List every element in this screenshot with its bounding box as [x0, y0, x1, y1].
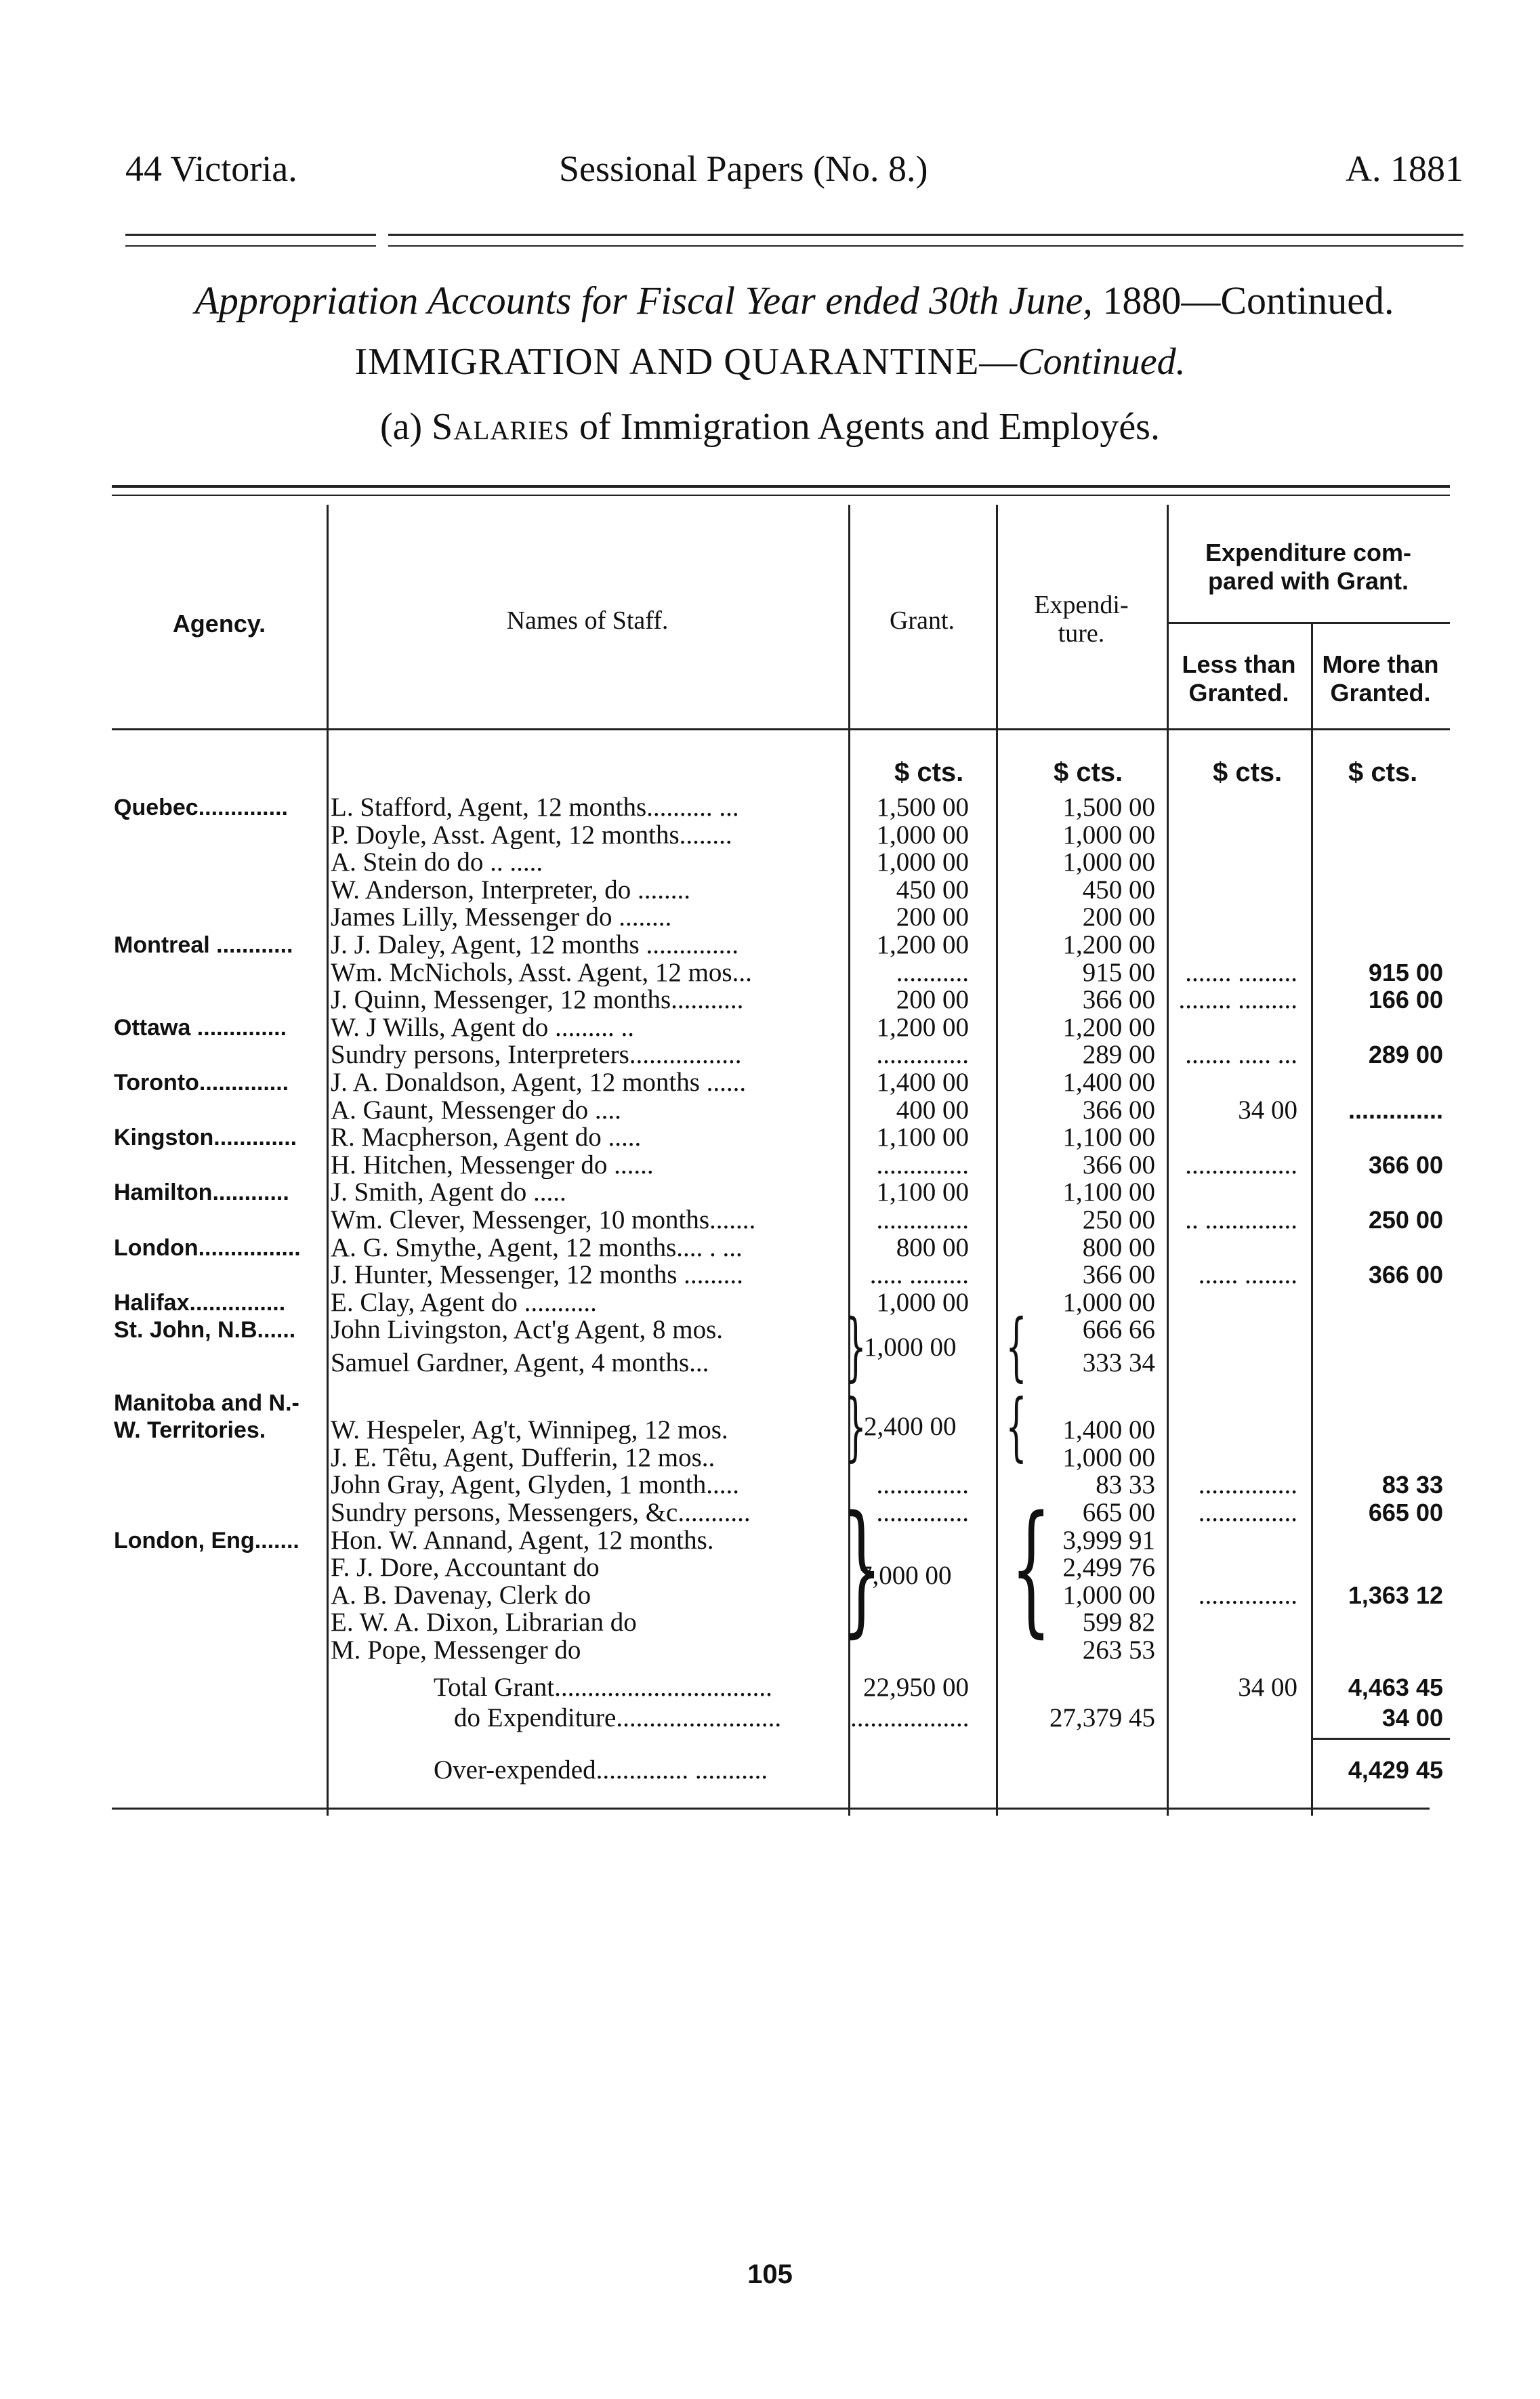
grant-header: Grant. — [889, 606, 955, 635]
cell-staff: W. J Wills, Agent do ......... .. — [331, 1014, 635, 1041]
cell-staff: J. Hunter, Messenger, 12 months ......... — [331, 1261, 743, 1289]
cell-staff: James Lilly, Messenger do ........ — [331, 904, 672, 932]
table-top-rule — [112, 485, 1450, 496]
cell-staff: Wm. McNichols, Asst. Agent, 12 mos... — [331, 959, 752, 986]
subsection-salaries: Salaries — [432, 406, 570, 448]
table-row — [0, 1124, 1540, 1151]
cell-more: 1,363 12 — [1348, 1581, 1443, 1609]
table-bottom-rule — [112, 1808, 1430, 1810]
cell-exp: 1,000 00 — [1062, 820, 1155, 850]
cell-agency: Toronto.............. — [114, 1070, 289, 1096]
cell-exp: 1,500 00 — [1062, 793, 1155, 822]
expenditure-header-l2: ture. — [1058, 619, 1105, 648]
cell-grant: ........... — [896, 957, 969, 987]
cell-staff: Samuel Gardner, Agent, 4 months... — [331, 1350, 709, 1377]
total-expenditure-label: do Expenditure......................... — [454, 1703, 782, 1732]
cell-exp: 599 82 — [1082, 1608, 1155, 1637]
total-expenditure-grant-col: .................. — [850, 1704, 970, 1732]
cell-grant: 450 00 — [896, 875, 969, 904]
cell-staff: M. Pope, Messenger do — [331, 1637, 581, 1664]
cell-less: 34 00 — [1238, 1095, 1297, 1125]
cell-staff: Wm. Clever, Messenger, 10 months....... — [331, 1207, 756, 1234]
total-less-value: 34 00 — [1238, 1673, 1297, 1702]
cell-exp: 1,000 00 — [1062, 1442, 1155, 1472]
cell-grant: .............. — [876, 1498, 969, 1527]
total-more-less: 34 00 — [1381, 1704, 1443, 1732]
cell-grant: .............. — [876, 1205, 969, 1234]
cell-exp: 450 00 — [1082, 875, 1155, 904]
less-than-l2: Granted. — [1188, 679, 1289, 707]
section-name: IMMIGRATION AND QUARANTINE— — [354, 341, 1018, 383]
expenditure-header-l1: Expendi- — [1034, 591, 1129, 619]
title-continued: 1880—Continued. — [1092, 278, 1394, 322]
more-than-l1: More than — [1322, 650, 1439, 678]
cell-exp: 366 00 — [1082, 1095, 1155, 1125]
table-row — [0, 904, 1540, 931]
cell-exp: 800 00 — [1082, 1232, 1155, 1262]
less-than-header — [1167, 650, 1311, 707]
cell-agency: Manitoba and N.- — [114, 1390, 299, 1416]
cell-staff: H. Hitchen, Messenger do ...... — [331, 1151, 654, 1179]
more-than-header — [1311, 650, 1450, 707]
over-expended-rule — [1311, 1738, 1450, 1740]
cell-exp: 1,400 00 — [1062, 1068, 1155, 1097]
cell-grant: 1,100 00 — [876, 1177, 969, 1207]
over-expended-value: 4,429 45 — [1348, 1756, 1443, 1784]
cell-staff: L. Stafford, Agent, 12 months.......... ... — [331, 794, 739, 821]
cell-exp: 1,000 00 — [1062, 1287, 1155, 1317]
agency-header: Agency. — [172, 610, 266, 638]
cell-staff: E. W. A. Dixon, Librarian do — [331, 1609, 637, 1637]
cell-more: .............. — [1348, 1096, 1443, 1124]
table-row — [0, 1041, 1540, 1068]
cell-exp: 366 00 — [1082, 1150, 1155, 1180]
compared-header — [1167, 539, 1450, 596]
table-row — [0, 794, 1540, 821]
brace-right-london-eng: } — [841, 1485, 882, 1651]
cell-agency: Hamilton............ — [114, 1180, 289, 1206]
cell-staff: A. Stein do do .. ..... — [331, 849, 543, 877]
table-row — [0, 1350, 1540, 1377]
cell-agency: Quebec.............. — [114, 795, 288, 820]
cell-exp: 366 00 — [1082, 985, 1155, 1015]
cell-less: ............... — [1198, 1580, 1297, 1610]
cell-exp: 2,499 76 — [1062, 1553, 1155, 1583]
more-currency: $ cts. — [1348, 757, 1418, 787]
cell-less: .. .............. — [1185, 1205, 1297, 1234]
exp-currency: $ cts. — [1054, 757, 1123, 787]
cell-grant: 200 00 — [896, 985, 969, 1015]
table-row — [0, 1207, 1540, 1234]
cell-exp: 1,100 00 — [1062, 1177, 1155, 1207]
cell-more: 665 00 — [1368, 1499, 1443, 1526]
brace-left-st-john: { — [1005, 1303, 1027, 1390]
cell-less: ....... ......... — [1185, 957, 1297, 987]
cell-grant: 400 00 — [896, 1095, 969, 1125]
cell-grant: 1,200 00 — [876, 1012, 969, 1042]
cell-exp: 250 00 — [1082, 1205, 1155, 1234]
cell-staff: E. Clay, Agent do ........... — [331, 1289, 597, 1316]
cell-agency: Kingston............. — [114, 1125, 297, 1151]
table-row — [0, 1390, 1540, 1417]
table-row — [0, 1316, 1540, 1343]
table-row — [0, 1261, 1540, 1289]
expenditure-header — [996, 591, 1167, 648]
table-row — [0, 986, 1540, 1014]
less-than-l1: Less than — [1182, 650, 1296, 678]
cell-staff: J. J. Daley, Agent, 12 months .............. — [331, 932, 738, 959]
cell-exp: 1,000 00 — [1062, 1580, 1155, 1610]
table-row — [0, 1444, 1540, 1472]
header-double-rule — [125, 234, 1463, 247]
cell-exp: 1,000 00 — [1062, 848, 1155, 877]
cell-exp: 83 33 — [1096, 1470, 1155, 1500]
staff-header: Names of Staff. — [506, 606, 669, 635]
cell-staff: J. Quinn, Messenger, 12 months........... — [331, 986, 744, 1014]
total-expenditure-value: 27,379 45 — [1049, 1703, 1155, 1732]
less-currency: $ cts. — [1213, 757, 1283, 787]
cell-exp: 915 00 — [1082, 957, 1155, 987]
cell-staff: Sundry persons, Messengers, &c........... — [331, 1499, 751, 1526]
table-row — [0, 1179, 1540, 1206]
subsection-title — [0, 405, 1540, 448]
session-label: 44 Victoria. — [125, 148, 297, 189]
cell-agency: London................ — [114, 1234, 301, 1261]
sessional-papers-label: Sessional Papers (No. 8.) — [559, 148, 928, 189]
year-label: A. 1881 — [1346, 148, 1463, 189]
table-row — [0, 1637, 1540, 1664]
header-bottom-rule — [112, 728, 1450, 730]
table-row — [0, 1527, 1540, 1554]
cell-grant: 800 00 — [896, 1232, 969, 1262]
grant-currency: $ cts. — [894, 757, 964, 787]
cell-exp: 1,400 00 — [1062, 1415, 1155, 1445]
cell-more: 366 00 — [1368, 1150, 1443, 1179]
table-row — [0, 1582, 1540, 1609]
cell-less: ....... ..... ... — [1185, 1040, 1297, 1070]
over-expended-label: Over-expended.............. ........... — [434, 1755, 768, 1785]
total-grant-label: Total Grant................................. — [434, 1673, 772, 1702]
cell-grant: .............. — [876, 1040, 969, 1070]
table-row — [0, 1609, 1540, 1636]
cell-agency: W. Territories. — [114, 1417, 266, 1444]
cell-staff: W. Hespeler, Ag't, Winnipeg, 12 mos. — [331, 1417, 728, 1444]
compared-header-l1: Expenditure com- — [1205, 539, 1412, 566]
table-row — [0, 1472, 1540, 1499]
cell-staff: A. G. Smythe, Agent, 12 months.... . ... — [331, 1234, 743, 1261]
cell-grant: 200 00 — [896, 902, 969, 932]
more-than-l2: Granted. — [1330, 679, 1431, 707]
section-continued: Continued. — [1018, 341, 1186, 383]
cell-exp: 666 66 — [1082, 1315, 1155, 1345]
cell-staff: A. Gaunt, Messenger do .... — [331, 1096, 621, 1124]
cell-less: ...... ........ — [1198, 1260, 1297, 1290]
table-row — [0, 932, 1540, 959]
cell-exp: 3,999 91 — [1062, 1525, 1155, 1555]
cell-exp: 665 00 — [1082, 1498, 1155, 1527]
cell-more: 366 00 — [1368, 1261, 1443, 1289]
cell-exp: 333 34 — [1082, 1348, 1155, 1377]
table-row — [0, 1417, 1540, 1444]
cell-grant: 1,500 00 — [876, 793, 969, 822]
cell-grant: 1,000 00 — [876, 1287, 969, 1317]
cell-staff: J. Smith, Agent do ..... — [331, 1179, 566, 1207]
cell-staff: F. J. Dore, Accountant do — [331, 1554, 600, 1582]
cell-agency: London, Eng....... — [114, 1527, 299, 1553]
cell-staff: W. Anderson, Interpreter, do ........ — [331, 876, 690, 904]
cell-exp: 200 00 — [1082, 902, 1155, 932]
total-grant-value: 22,950 00 — [863, 1673, 969, 1702]
table-row — [0, 1069, 1540, 1096]
cell-staff: J. A. Donaldson, Agent, 12 months ...... — [331, 1069, 747, 1096]
grant-manitoba: 2,400 00 — [864, 1412, 957, 1441]
table-row — [0, 1152, 1540, 1179]
subsection-prefix: (a) — [380, 406, 432, 448]
brace-left-manitoba: { — [1005, 1383, 1027, 1469]
cell-exp: 366 00 — [1082, 1260, 1155, 1290]
cell-more: 289 00 — [1368, 1041, 1443, 1069]
grant-st-john: 1,000 00 — [864, 1333, 957, 1362]
brace-left-london-eng: { — [1010, 1485, 1052, 1651]
cell-less: ................. — [1185, 1150, 1297, 1180]
cell-agency: Montreal ............ — [114, 932, 293, 958]
cell-exp: 1,200 00 — [1062, 930, 1155, 959]
subsection-rest: of Immigration Agents and Employés. — [569, 406, 1160, 448]
title-italic: Appropriation Accounts for Fiscal Year ended 30th June, — [194, 278, 1093, 322]
total-more-value: 4,463 45 — [1348, 1673, 1443, 1701]
cell-more: 915 00 — [1368, 958, 1443, 986]
grant-london-eng: 7,000 00 — [859, 1561, 952, 1590]
brace-right-manitoba: } — [845, 1383, 867, 1469]
table-row — [0, 849, 1540, 876]
cell-grant: 1,000 00 — [876, 820, 969, 850]
table-row — [0, 877, 1540, 904]
cell-grant: 1,400 00 — [876, 1068, 969, 1097]
cell-less: ........ ......... — [1178, 985, 1297, 1015]
page-number: 105 — [747, 2259, 793, 2289]
cell-exp: 289 00 — [1082, 1040, 1155, 1070]
table-row — [0, 1289, 1540, 1316]
cell-agency: Halifax............... — [114, 1289, 286, 1316]
cell-staff: R. Macpherson, Agent do ..... — [331, 1124, 642, 1152]
cell-more: 83 33 — [1381, 1471, 1443, 1499]
cell-exp: 1,200 00 — [1062, 1012, 1155, 1042]
cell-agency: St. John, N.B...... — [114, 1317, 296, 1343]
cell-grant: 1,200 00 — [876, 930, 969, 959]
cell-staff: P. Doyle, Asst. Agent, 12 months........ — [331, 821, 732, 849]
cell-staff: John Livingston, Act'g Agent, 8 mos. — [331, 1316, 724, 1344]
cell-grant: ..... ......... — [869, 1260, 969, 1290]
cell-staff: John Gray, Agent, Glyden, 1 month..... — [331, 1472, 739, 1499]
cell-staff: J. E. Têtu, Agent, Dufferin, 12 mos.. — [331, 1444, 715, 1472]
cell-more: 166 00 — [1368, 986, 1443, 1014]
cell-agency: Ottawa .............. — [114, 1014, 287, 1041]
compared-header-l2: pared with Grant. — [1207, 567, 1409, 595]
cell-exp: 1,100 00 — [1062, 1123, 1155, 1152]
cell-staff: Hon. W. Annand, Agent, 12 months. — [331, 1526, 714, 1554]
section-title — [0, 340, 1540, 383]
compared-subheader-rule — [1167, 622, 1450, 624]
brace-right-st-john: } — [845, 1303, 867, 1390]
table-row — [0, 822, 1540, 849]
cell-staff: Sundry persons, Interpreters................. — [331, 1041, 742, 1069]
table-row — [0, 1097, 1540, 1124]
cell-grant: 1,100 00 — [876, 1123, 969, 1152]
running-head — [125, 148, 1463, 202]
cell-more: 250 00 — [1368, 1206, 1443, 1234]
cell-grant: .............. — [876, 1150, 969, 1180]
cell-less: ............... — [1198, 1470, 1297, 1500]
table-row — [0, 1234, 1540, 1261]
cell-less: ............... — [1198, 1498, 1297, 1527]
table-row — [0, 1499, 1540, 1526]
table-row — [0, 959, 1540, 986]
document-title — [125, 278, 1463, 323]
cell-staff: A. B. Davenay, Clerk do — [331, 1581, 591, 1609]
table-row — [0, 1014, 1540, 1041]
cell-grant: .............. — [876, 1470, 969, 1500]
table-row — [0, 1554, 1540, 1581]
cell-exp: 263 53 — [1082, 1635, 1155, 1665]
cell-grant: 1,000 00 — [876, 848, 969, 877]
